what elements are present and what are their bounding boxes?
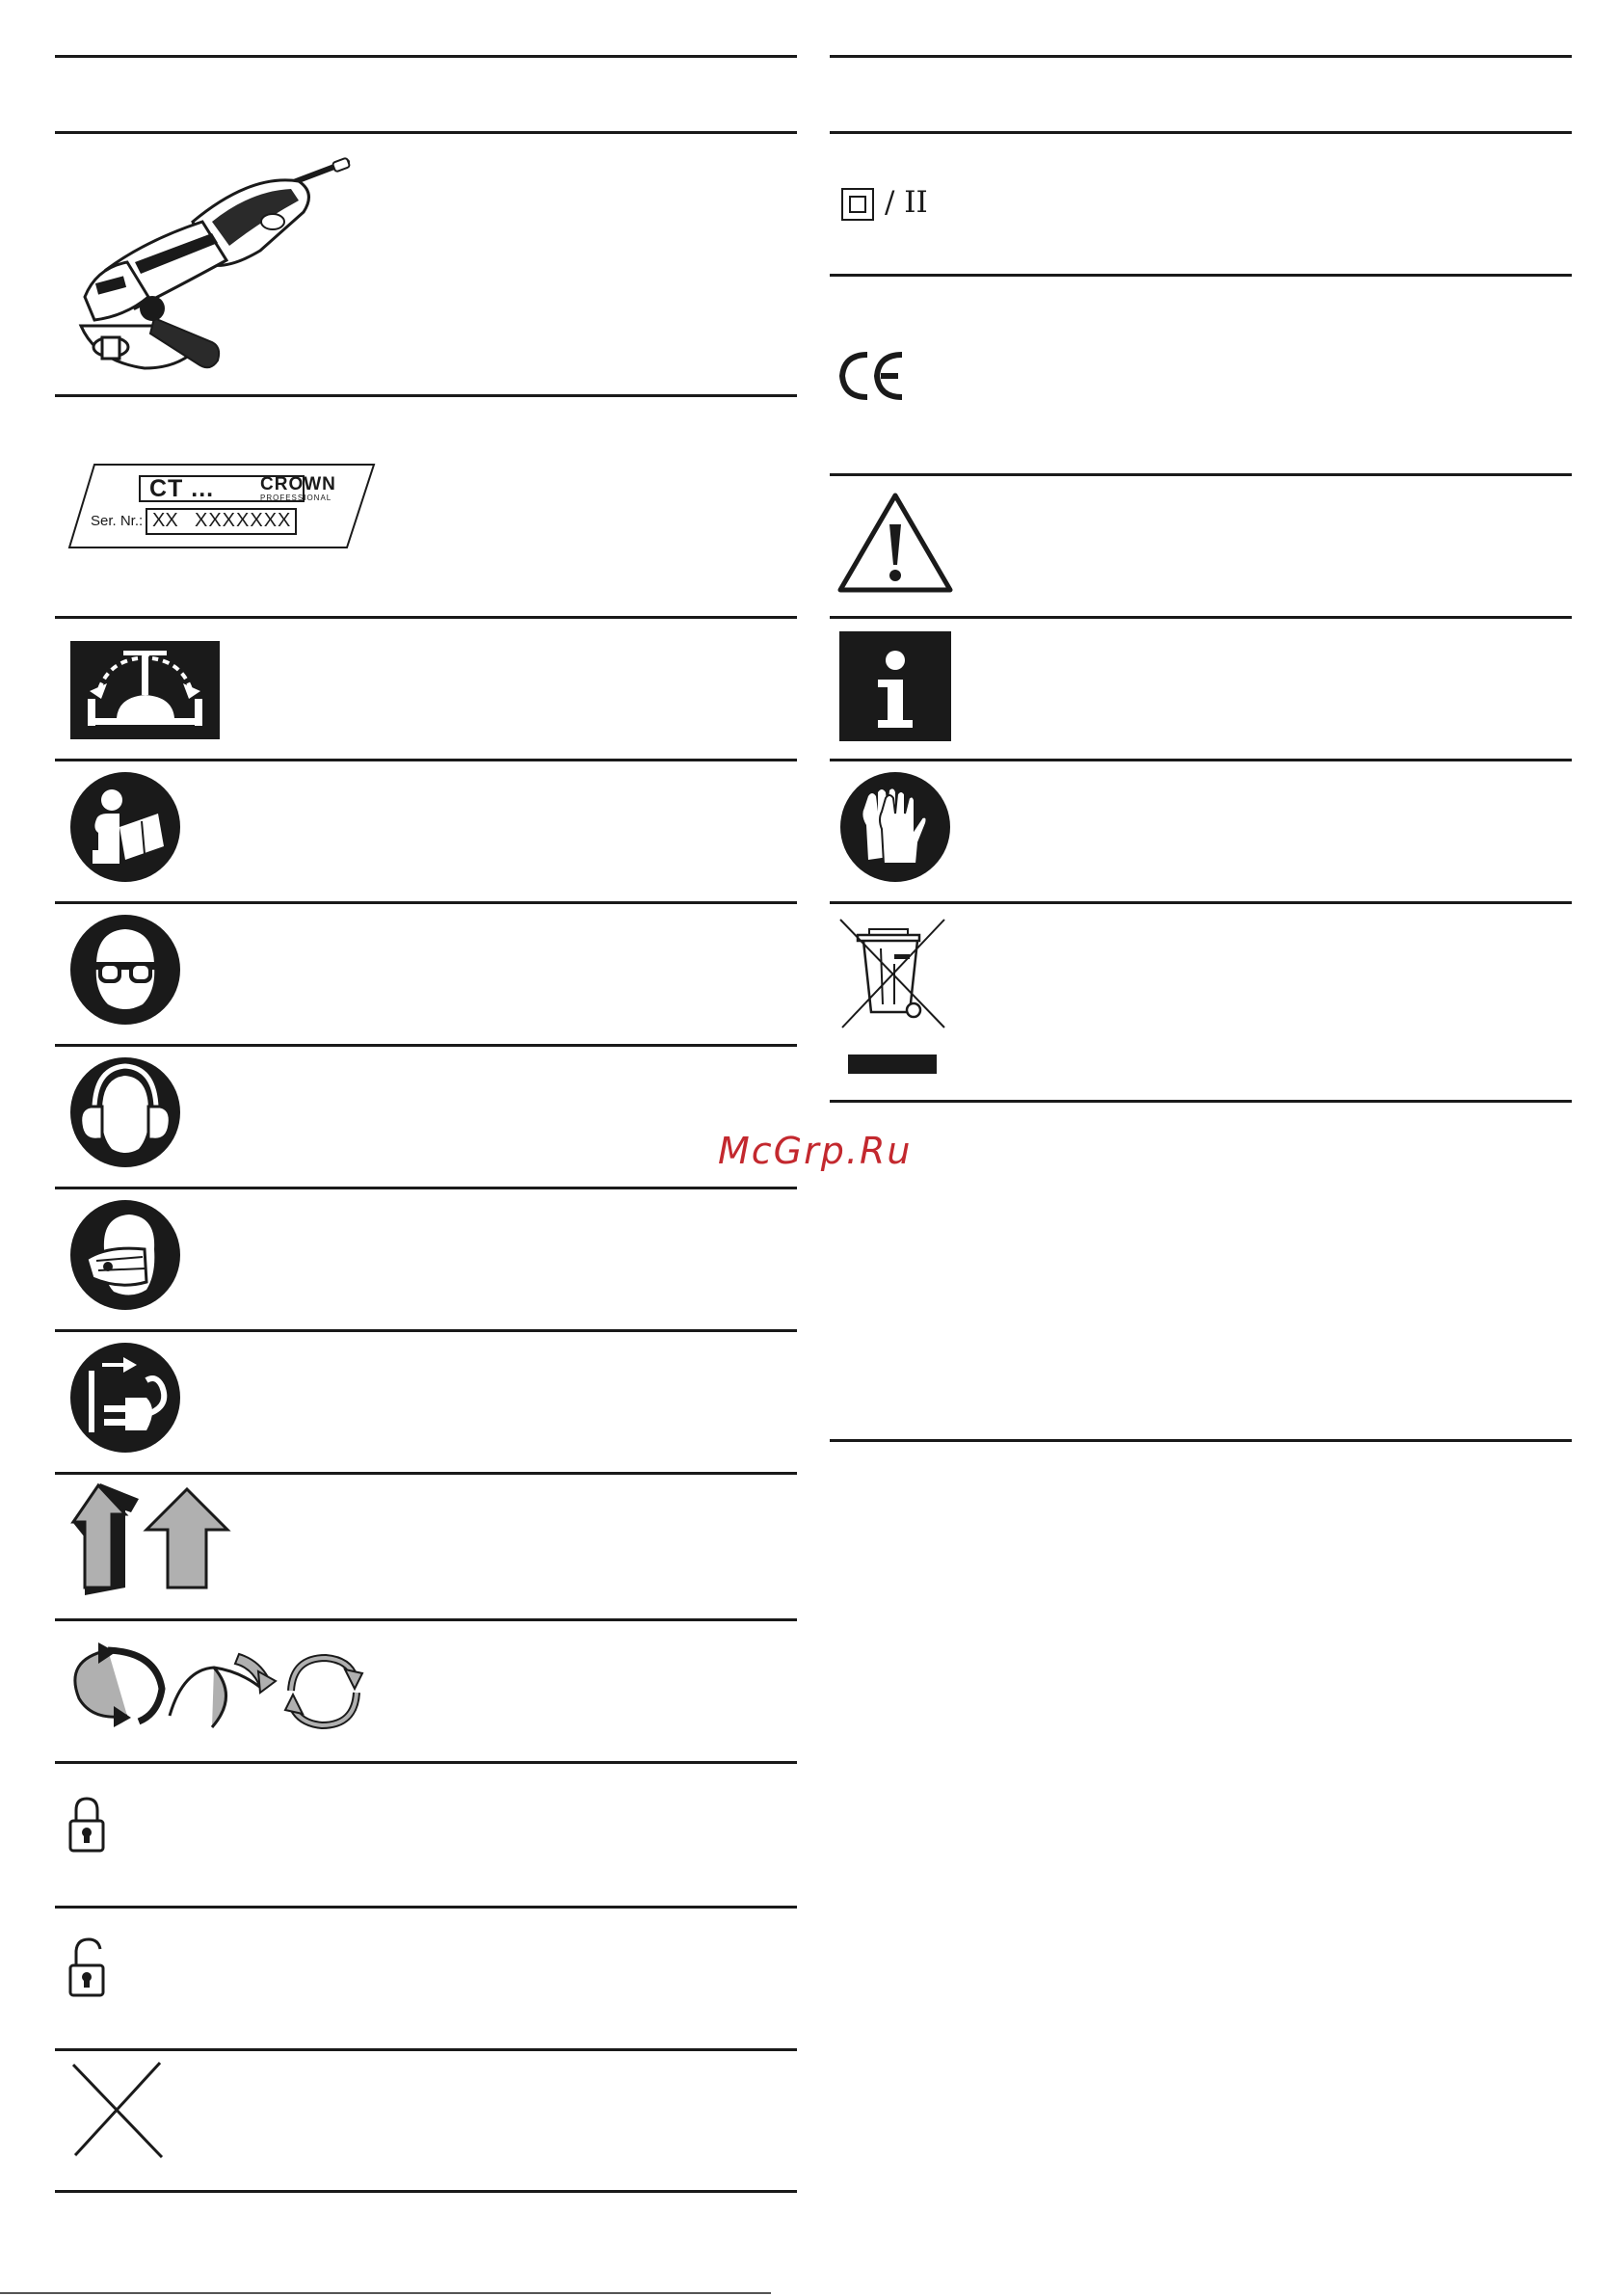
left-rule-11	[55, 1761, 797, 1764]
left-rule-6	[55, 1044, 797, 1047]
ear-protection-icon	[69, 1056, 181, 1168]
left-rule-3	[55, 616, 797, 619]
lock-closed-icon	[67, 1795, 106, 1855]
dust-mask-icon	[69, 1199, 181, 1311]
nameplate-serial-prefix: XX	[152, 510, 178, 531]
right-rule-5	[830, 759, 1572, 761]
info-icon	[839, 631, 951, 741]
right-rule-4	[830, 616, 1572, 619]
double-insulation-icon	[840, 187, 875, 222]
nameplate-icon	[67, 463, 376, 549]
nameplate-brand-sub: PROFESSIONAL	[260, 494, 332, 502]
right-rule-3	[830, 473, 1572, 476]
left-rule-7	[55, 1187, 797, 1189]
left-rule-4	[55, 759, 797, 761]
watermark: McGrp.Ru	[718, 1130, 913, 1172]
left-rule-13	[55, 2048, 797, 2051]
left-rule-5	[55, 901, 797, 904]
left-rule-14	[55, 2190, 797, 2193]
right-rule-1	[830, 131, 1572, 134]
left-rule-8	[55, 1329, 797, 1332]
ce-mark-icon	[838, 351, 908, 401]
right-top-rule	[830, 55, 1572, 58]
left-rule-9	[55, 1472, 797, 1475]
left-top-rule	[55, 55, 797, 58]
unplug-icon	[69, 1342, 181, 1454]
arrow-up-icon	[69, 1480, 233, 1597]
warning-icon	[836, 490, 954, 594]
protection-class-label: / II	[885, 185, 928, 220]
nameplate-model: CT ...	[149, 475, 215, 502]
footer-line	[0, 2292, 771, 2294]
right-rule-6	[830, 901, 1572, 904]
right-rule-7	[830, 1100, 1572, 1103]
cross-icon	[69, 2061, 166, 2159]
left-rule-2	[55, 394, 797, 397]
gloves-icon	[839, 771, 951, 883]
nameplate-brand: CROWN	[260, 474, 336, 494]
right-rule-2	[830, 274, 1572, 277]
lock-open-icon	[67, 1936, 110, 1999]
left-rule-1	[55, 131, 797, 134]
angle-grinder-icon	[67, 154, 357, 376]
read-manual-icon	[69, 771, 181, 883]
left-rule-10	[55, 1618, 797, 1621]
left-rule-12	[55, 1906, 797, 1909]
nameplate-serial-value: XXXXXXX	[195, 510, 292, 531]
guard-adjust-icon	[70, 641, 220, 739]
weee-bin-icon	[836, 916, 956, 1080]
eye-protection-icon	[69, 914, 181, 1026]
right-rule-8	[830, 1439, 1572, 1442]
nameplate-serial-label: Ser. Nr.:	[91, 513, 144, 529]
rotation-arrows-icon	[69, 1639, 368, 1735]
